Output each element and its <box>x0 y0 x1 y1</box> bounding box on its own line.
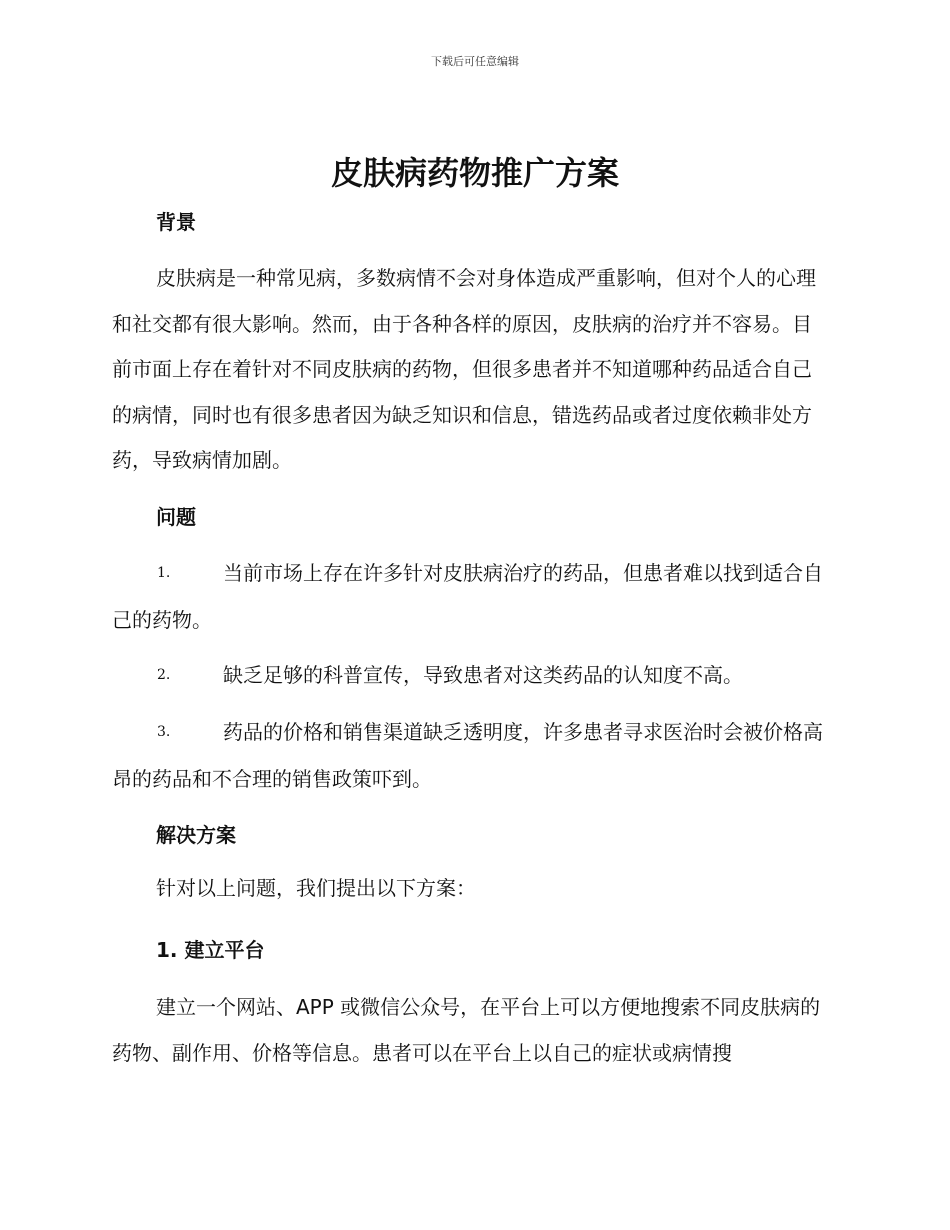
problem-list-item <box>112 550 830 644</box>
platform-paragraph: 建立一个网站、APP 或微信公众号，在平台上可以方便地搜索不同皮肤病的药物、副作用、价格等信息。患者可以在平台上以自己的症状或病情搜 <box>112 995 821 1065</box>
subsection-heading-platform: 1. 建立平台 <box>156 938 265 962</box>
list-number: 3. <box>157 724 171 740</box>
list-item-text: 药品的价格和销售渠道缺乏透明度，许多患者寻求医治时会被价格高昂的药品和不合理的销售政策吓到。 <box>112 720 823 791</box>
section-heading-background: 背景 <box>156 210 196 234</box>
list-item-text: 当前市场上存在许多针对皮肤病治疗的药品，但患者难以找到适合自己的药物。 <box>112 561 823 632</box>
section-heading-solution: 解决方案 <box>156 823 236 847</box>
page-header-note: 下载后可任意编辑 <box>431 55 519 68</box>
list-number: 2. <box>157 667 171 683</box>
problem-list-item <box>112 652 830 699</box>
list-item-text: 缺乏足够的科普宣传，导致患者对这类药品的认知度不高。 <box>223 663 743 687</box>
background-paragraph: 皮肤病是一种常见病，多数病情不会对身体造成严重影响，但对个人的心理和社交都有很大影响。然而，由于各种各样的原因，皮肤病的治疗并不容易。目前市面上存在着针对不同皮肤病的药物，但很多患者并不知道哪种药品适合自己的病情，同时也有很多患者因为缺乏知识和信息，错选药品或者过度依赖非处方药，导致病情加剧。 <box>112 266 816 472</box>
list-number: 1. <box>157 565 171 581</box>
problem-list-item <box>112 709 830 803</box>
document-title: 皮肤病药物推广方案 <box>330 154 619 192</box>
section-heading-problems: 问题 <box>156 505 196 529</box>
solution-intro: 针对以上问题，我们提出以下方案： <box>156 876 476 900</box>
